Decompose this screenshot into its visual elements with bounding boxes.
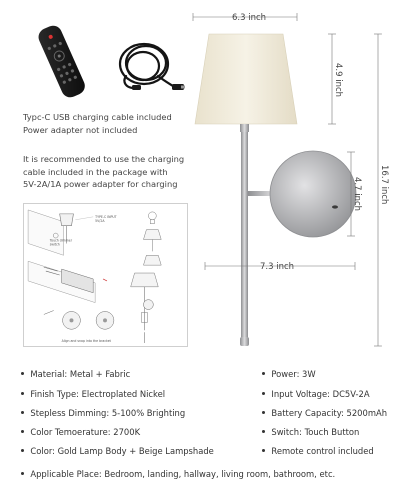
spec-input-voltage: Input Voltage: DC5V-2A <box>262 389 370 399</box>
spec-remote: Remote control included <box>262 446 374 456</box>
install-step-2 <box>143 212 161 265</box>
lamp-dimension-illustration <box>185 0 400 360</box>
depth-dimension <box>205 262 355 272</box>
charging-recommendation <box>23 153 184 191</box>
base-height-label: 4.7 inch <box>352 177 362 212</box>
spec-finish-type: Finish Type: Electroplated Nickel <box>21 389 165 399</box>
switch-label: switch <box>49 242 60 247</box>
type-c-label: TYPE-C INPUT <box>95 214 117 219</box>
spec-battery-capacity: Battery Capacity: 5200mAh <box>262 408 387 418</box>
remote-control-image <box>30 22 96 100</box>
total-height-dimension <box>374 34 389 346</box>
recommendation-line-1: It is recommended to use the charging <box>23 154 185 164</box>
depth-label: 7.3 inch <box>260 262 295 272</box>
shade-height-dimension <box>328 34 343 124</box>
top-width-label: 6.3 inch <box>232 13 267 23</box>
install-step-1 <box>28 210 117 255</box>
total-height-label: 16.7 inch <box>379 165 389 205</box>
install-step-4 <box>44 311 114 344</box>
spec-material: Material: Metal + Fabric <box>21 369 130 379</box>
spec-dimming: Stepless Dimming: 5-100% Brighting <box>21 408 185 418</box>
spec-applicable-place: Applicable Place: Bedroom, landing, hallway, living room, bathroom, etc. <box>21 469 335 479</box>
wall-mount-disc <box>270 151 356 237</box>
spec-power: Power: 3W <box>262 369 316 379</box>
spec-color: Color: Gold Lamp Body + Beige Lampshade <box>21 446 214 456</box>
align-instruction-label: Align and snap into the bracket <box>61 339 111 344</box>
spec-color-temperature: Color Temoerature: 2700K <box>21 427 140 437</box>
top-width-dimension <box>193 13 297 23</box>
recommendation-line-2: cable included in the package with <box>23 166 168 177</box>
voltage-label: 5V/2A <box>95 219 105 224</box>
usb-cable-icon <box>108 26 186 100</box>
cable-included-text: Typc-C USB charging cable included <box>23 112 172 122</box>
install-step-5 <box>131 273 159 343</box>
adapter-not-included-text: Power adapter not included <box>23 124 138 135</box>
specifications-section <box>0 362 400 500</box>
remote-control-icon <box>30 22 96 100</box>
touch-dimmer-label: Touch dimmer <box>49 238 73 243</box>
recommendation-line-3: 5V-2A/1A power adapter for charging <box>23 179 178 190</box>
lamp-rod <box>241 124 248 344</box>
usb-cable-image <box>108 26 186 100</box>
lampshade <box>195 34 297 124</box>
usb-port <box>332 205 338 208</box>
cable-note <box>23 111 172 136</box>
install-step-3 <box>28 261 107 302</box>
shade-height-label: 4.9 inch <box>333 63 343 98</box>
installation-diagram <box>23 203 188 347</box>
spec-switch: Switch: Touch Button <box>262 427 359 437</box>
